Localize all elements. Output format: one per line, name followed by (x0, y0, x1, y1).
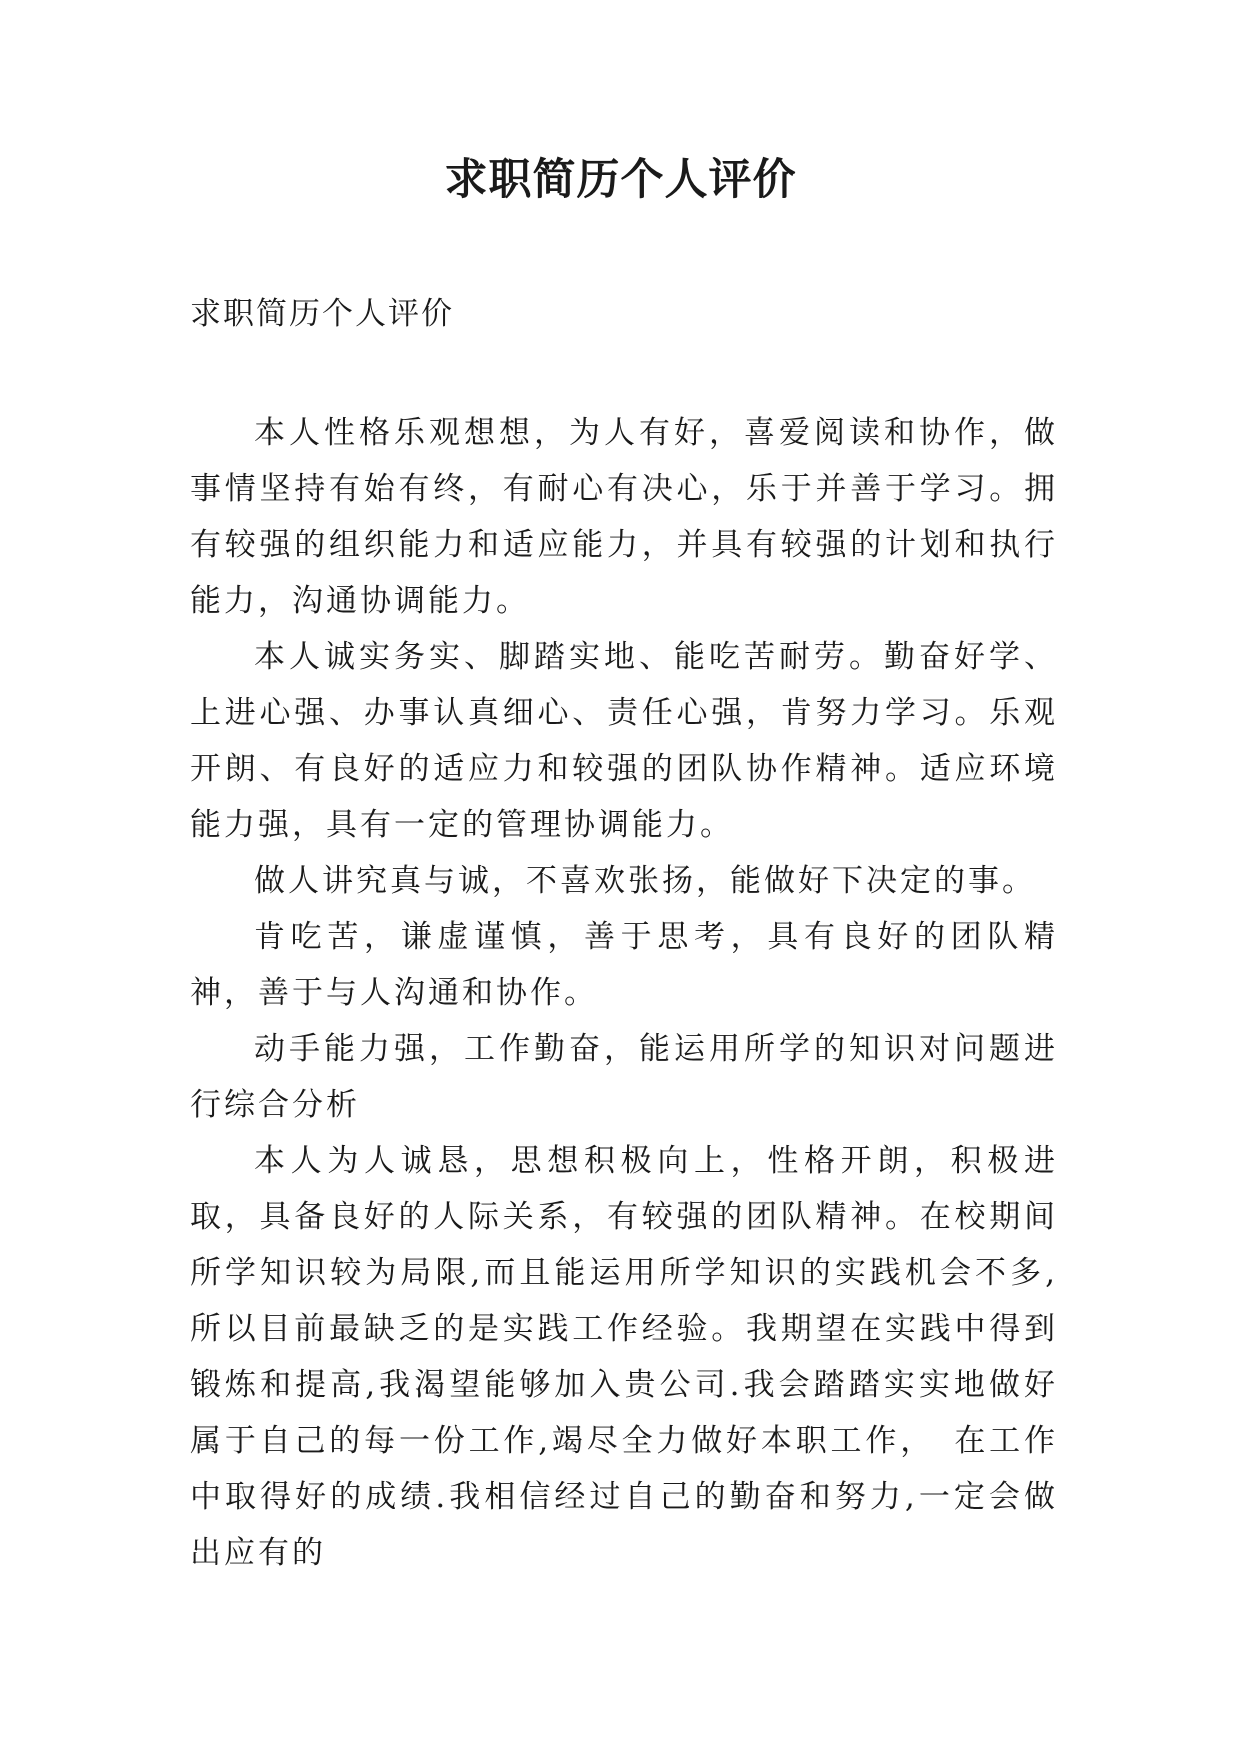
paragraph: 本人为人诚恳，思想积极向上，性格开朗，积极进取，具备良好的人际关系，有较强的团队精神。在校期间所学知识较为局限,而且能运用所学知识的实践机会不多,所以目前最缺乏的是实践工作经验。我期望在实践中得到锻炼和提高,我渴望能够加入贵公司.我会踏踏实实地做好属于自己的每一份工作,竭尽全力做好本职工作， 在工作中取得好的成绩.我相信经过自己的勤奋和努力,一定会做出应有的 (190, 1143, 1058, 1571)
paragraph: 本人性格乐观想想，为人有好，喜爱阅读和协作，做事情坚持有始有终，有耐心有决心，乐于并善于学习。拥有较强的组织能力和适应能力，并具有较强的计划和执行能力，沟通协调能力。 (190, 415, 1058, 619)
paragraph: 肯吃苦，谦虚谨慎，善于思考，具有良好的团队精神，善于与人沟通和协作。 (190, 919, 1058, 1011)
document-title: 求职简历个人评价 (444, 155, 797, 205)
document-subtitle: 求职简历个人评价 (190, 296, 454, 332)
paragraph: 本人诚实务实、脚踏实地、能吃苦耐劳。勤奋好学、上进心强、办事认真细心、责任心强，肯努力学习。乐观开朗、有良好的适应力和较强的团队协作精神。适应环境能力强，具有一定的管理协调能力。 (190, 639, 1058, 843)
document-body (190, 405, 1058, 1581)
paragraph: 动手能力强，工作勤奋，能运用所学的知识对问题进行综合分析 (190, 1031, 1058, 1123)
paragraph: 做人讲究真与诚，不喜欢张扬，能做好下决定的事。 (254, 863, 1036, 899)
